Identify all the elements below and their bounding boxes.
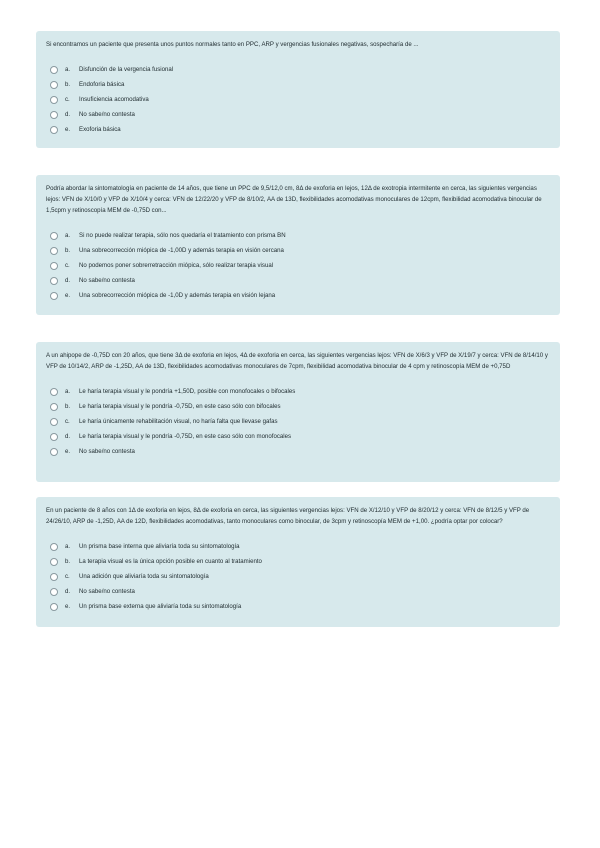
answer-option-e[interactable]: e. Un prisma base externa que aliviaría toda su sintomatología: [50, 599, 550, 614]
answer-option-d[interactable]: d. Le haría terapia visual y le pondría -0,75D, en este caso sólo con monofocales: [50, 429, 550, 444]
answer-option-c[interactable]: c. Insuficiencia acomodativa: [50, 92, 550, 107]
radio-button[interactable]: [50, 558, 58, 566]
question-text: A un ahipope de -0,75D con 20 años, que tiene 3Δ de exoforia en lejos, 4Δ de exoforia en cerca, las siguientes vergencias lejos: VFN de X/6/3 y VFP de X/19/7 y cerca: VFN de 8/14/10 y VFP de 10/14/2, ARP de -1,25D, AA de 13D, flexibilidades acomodativas monoculares de 7cpm, flexibilidad acomodativa binocular de 4 cpm y retinoscopía MEM de +0,75D: [46, 352, 548, 370]
answer-options: [46, 384, 550, 459]
answer-option-a[interactable]: a. Si no puede realizar terapia, sólo nos quedaría el tratamiento con prisma BN: [50, 228, 550, 243]
answer-option-e[interactable]: e. Una sobrecorrección miópica de -1,0D y además terapia en visión lejana: [50, 288, 550, 303]
answer-label: Una sobrecorrección miópica de -1,0D y además terapia en visión lejana: [79, 292, 276, 299]
answer-label: Insuficiencia acomodativa: [79, 96, 149, 103]
answer-option-c[interactable]: c. Una adición que aliviaría toda su sintomatología: [50, 569, 550, 584]
radio-button[interactable]: [50, 433, 58, 441]
answer-options: [46, 539, 550, 614]
radio-button[interactable]: [50, 126, 58, 134]
answer-option-c[interactable]: c. No podemos poner sobrerretracción miópica, sólo realizar terapia visual: [50, 258, 550, 273]
answer-option-e[interactable]: e. No sabe/no contesta: [50, 444, 550, 459]
radio-button[interactable]: [50, 247, 58, 255]
radio-button[interactable]: [50, 403, 58, 411]
question-card-3: [36, 342, 560, 482]
answer-option-b[interactable]: b. Endoforia básica: [50, 77, 550, 92]
answer-option-a[interactable]: a. Un prisma base interna que aliviaría toda su sintomatología: [50, 539, 550, 554]
answer-label: Le haría únicamente rehabilitación visual, no haría falta que llevase gafas: [79, 418, 278, 425]
answer-label: Endoforia básica: [79, 81, 125, 88]
question-text: En un paciente de 8 años con 1Δ de exoforia en lejos, 8Δ de exoforia en cerca, las siguientes vergencias lejos: VFN de X/12/10 y VFP de 8/20/12 y cerca: VFN de 8/12/5 y VFP de 24/26/10, ARP de -1,25D, AA de 12D, flexibilidades acomodativas, tanto monoculares como binocular, de 3cpm y retinoscopía MEM de +1,00. ¿podría optar por colocar?: [46, 507, 530, 525]
answer-option-d[interactable]: d. No sabe/no contesta: [50, 273, 550, 288]
answer-option-b[interactable]: b. Una sobrecorrección miópica de -1,00D y además terapia en visión cercana: [50, 243, 550, 258]
question-card-4: [36, 497, 560, 627]
answer-label: La terapia visual es la única opción posible en cuanto al tratamiento: [79, 558, 262, 565]
radio-button[interactable]: [50, 418, 58, 426]
answer-label: No podemos poner sobrerretracción miópica, sólo realizar terapia visual: [79, 262, 274, 269]
question-text: Podría abordar la sintomatología en paciente de 14 años, que tiene un PPC de 9,5/12,0 cm, 8Δ de exoforia en lejos, 12Δ de exotropia intermitente en cerca, las siguientes vergencias lejos: VFN de X/10/0 y VFP de X/10/4 y cerca: VFN de 12/22/20 y VFP de 8/10/2, AA de 13D, flexibilidades acomodativas monoculares de 12cpm, flexibilidad acomodativa binocular de 1,5cpm y retinoscopía MEM de -0,75D con...: [46, 185, 542, 214]
radio-button[interactable]: [50, 448, 58, 456]
answer-option-a[interactable]: a. Disfunción de la vergencia fusional: [50, 62, 550, 77]
radio-button[interactable]: [50, 66, 58, 74]
question-card-2: [36, 175, 560, 315]
answer-option-e[interactable]: e. Exoforia básica: [50, 122, 550, 137]
radio-button[interactable]: [50, 292, 58, 300]
answer-label: Le haría terapia visual y le pondría -0,75D, en este caso sólo con monofocales: [79, 433, 292, 440]
question-card-1: [36, 31, 560, 148]
answer-label: Un prisma base interna que aliviaría toda su sintomatología: [79, 543, 240, 550]
answer-option-d[interactable]: d. No sabe/no contesta: [50, 107, 550, 122]
radio-button[interactable]: [50, 277, 58, 285]
radio-button[interactable]: [50, 543, 58, 551]
answer-label: Un prisma base externa que aliviaría toda su sintomatología: [79, 603, 242, 610]
answer-option-b[interactable]: b. La terapia visual es la única opción posible en cuanto al tratamiento: [50, 554, 550, 569]
question-text: Si encontramos un paciente que presenta unos puntos normales tanto en PPC, ARP y vergencias fusionales negativas, sospecharía de ...: [46, 41, 419, 48]
answer-options: [46, 228, 550, 303]
answer-label: Exoforia básica: [79, 126, 121, 133]
answer-label: No sabe/no contesta: [79, 111, 135, 118]
answer-label: No sabe/no contesta: [79, 448, 135, 455]
answer-option-d[interactable]: d. No sabe/no contesta: [50, 584, 550, 599]
answer-label: Disfunción de la vergencia fusional: [79, 66, 174, 73]
answer-option-b[interactable]: b. Le haría terapia visual y le pondría -0,75D, en este caso sólo con bifocales: [50, 399, 550, 414]
answer-options: [46, 62, 550, 137]
answer-label: Le haría terapia visual y le pondría -0,75D, en este caso sólo con bifocales: [79, 403, 281, 410]
answer-label: No sabe/no contesta: [79, 588, 135, 595]
answer-label: Una adición que aliviaría toda su sintomatología: [79, 573, 209, 580]
answer-label: Una sobrecorrección miópica de -1,00D y además terapia en visión cercana: [79, 247, 284, 254]
radio-button[interactable]: [50, 262, 58, 270]
answer-label: Le haría terapia visual y le pondría +1,50D, posible con monofocales o bifocales: [79, 388, 296, 395]
radio-button[interactable]: [50, 111, 58, 119]
radio-button[interactable]: [50, 573, 58, 581]
answer-option-c[interactable]: c. Le haría únicamente rehabilitación visual, no haría falta que llevase gafas: [50, 414, 550, 429]
radio-button[interactable]: [50, 588, 58, 596]
answer-option-a[interactable]: a. Le haría terapia visual y le pondría +1,50D, posible con monofocales o bifocales: [50, 384, 550, 399]
radio-button[interactable]: [50, 96, 58, 104]
radio-button[interactable]: [50, 232, 58, 240]
answer-label: Si no puede realizar terapia, sólo nos quedaría el tratamiento con prisma BN: [79, 232, 286, 239]
radio-button[interactable]: [50, 603, 58, 611]
radio-button[interactable]: [50, 81, 58, 89]
answer-label: No sabe/no contesta: [79, 277, 135, 284]
radio-button[interactable]: [50, 388, 58, 396]
